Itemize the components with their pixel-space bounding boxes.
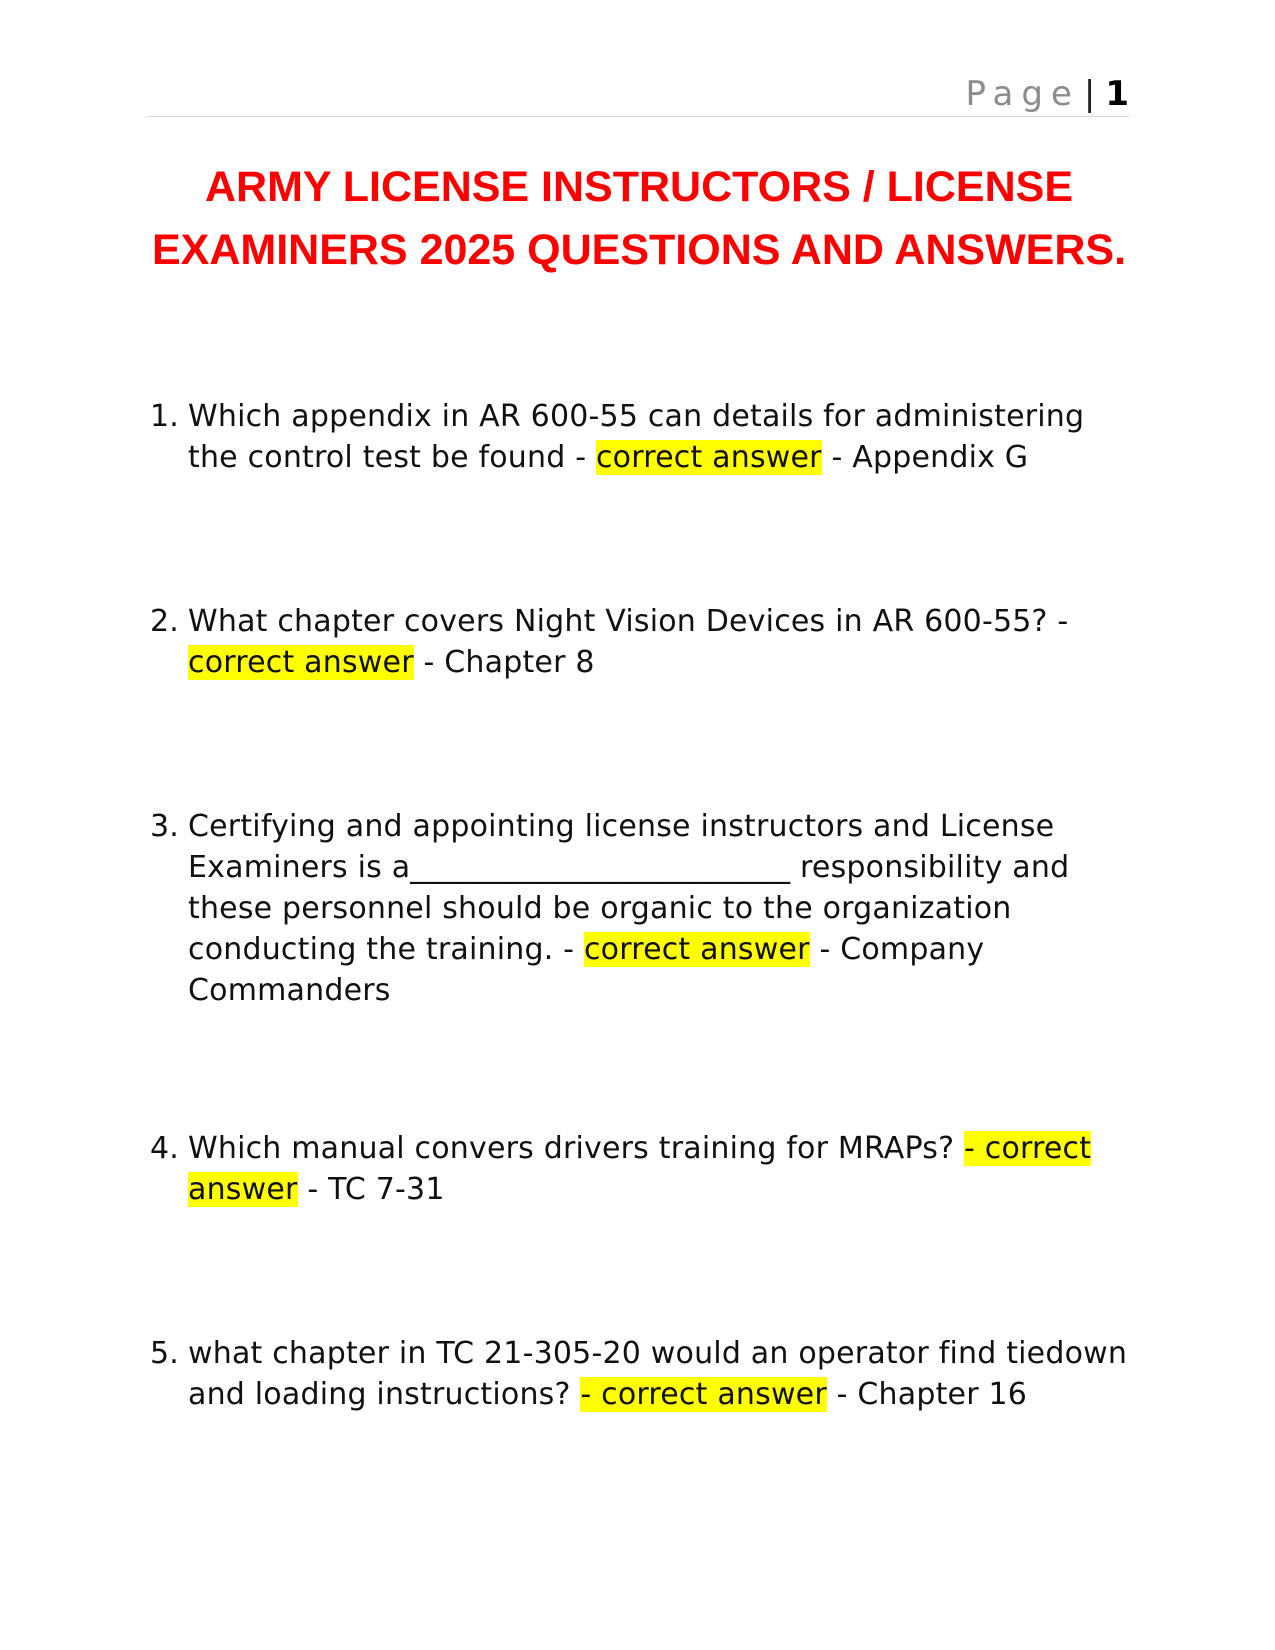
question-number: 3.: [150, 809, 180, 844]
question-text: Certifying and appointing license instructors and License Examiners is a_________________________ responsibility and these personnel should be organic to the organization conducting the training. -: [188, 809, 1070, 967]
answer-text: - TC 7-31: [307, 1172, 445, 1207]
answer-marker: correct answer: [583, 932, 810, 967]
question-text: What chapter covers Night Vision Devices in AR 600-55? -: [188, 604, 1069, 639]
question-item: [150, 601, 1132, 683]
question-number: 4.: [150, 1131, 180, 1166]
question-number: 1.: [150, 399, 180, 434]
page-label: Page: [965, 74, 1080, 114]
page-number: 1: [1105, 74, 1129, 114]
document-title: ARMY LICENSE INSTRUCTORS / LICENSE EXAMINERS 2025 QUESTIONS AND ANSWERS.: [151, 163, 1127, 274]
answer-text: - Chapter 16: [836, 1377, 1028, 1412]
answer-marker: - correct answer: [188, 1131, 1092, 1207]
page-number-indicator: [966, 72, 1129, 116]
question-number: 5.: [150, 1336, 180, 1371]
question-item: [150, 1128, 1132, 1210]
question-item: [150, 1333, 1132, 1415]
answer-marker: correct answer: [595, 440, 822, 475]
question-number: 2.: [150, 604, 180, 639]
question-item: [150, 396, 1132, 478]
answer-text: - Company Commanders: [188, 932, 985, 1008]
answer-text: - Chapter 8: [423, 645, 595, 680]
answer-marker: correct answer: [188, 645, 414, 680]
answer-marker: - correct answer: [580, 1377, 827, 1412]
question-item: [150, 806, 1132, 1011]
question-text: what chapter in TC 21-305-20 would an operator find tiedown and loading instructions?: [188, 1336, 1128, 1412]
question-text: Which manual convers drivers training for MRAPs?: [188, 1131, 955, 1166]
answer-text: - Appendix G: [831, 440, 1029, 475]
page-separator: |: [1083, 74, 1096, 114]
question-text: Which appendix in AR 600-55 can details for administering the control test be found -: [188, 399, 1085, 475]
page-header: [147, 72, 1129, 117]
